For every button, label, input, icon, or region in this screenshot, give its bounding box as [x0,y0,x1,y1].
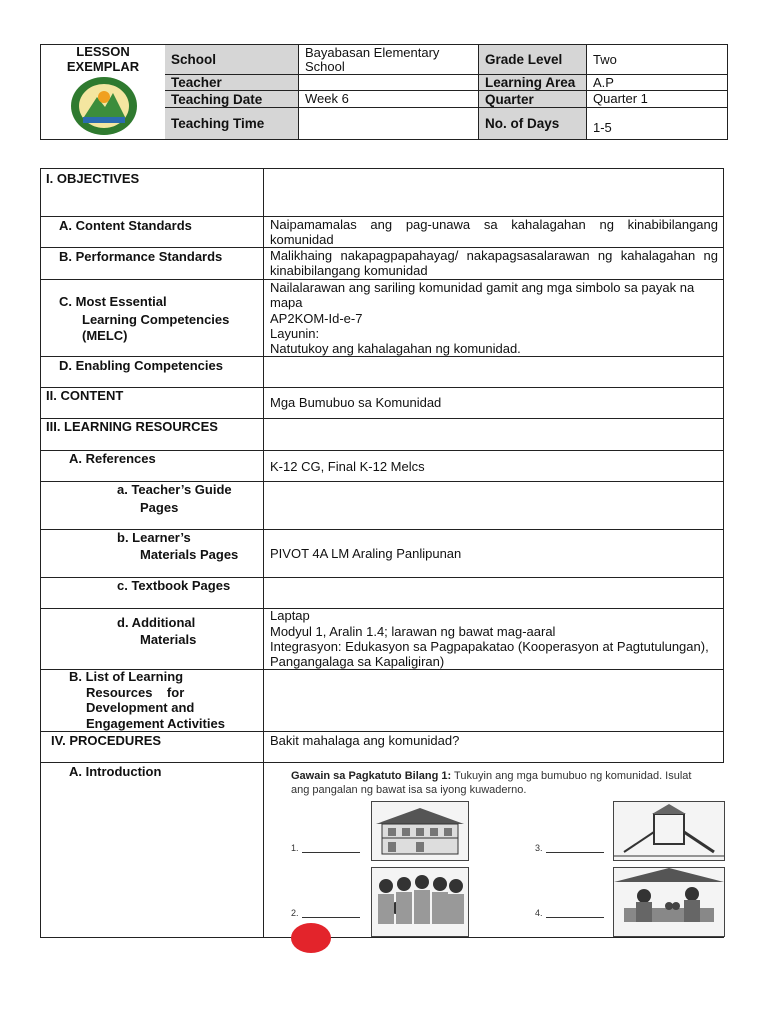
activity-instructions [291,769,711,797]
school-seal-icon [69,75,139,137]
time-value [299,108,479,139]
logo-cell [41,45,166,139]
market-picture [613,867,725,937]
procedures-heading: IV. PROCEDURES [51,733,162,748]
time-label: Teaching Time [165,108,299,139]
list-resources-label-line4: Engagement Activities [86,716,225,731]
activity-instructions-text: Tukuyin ang mga bumubuo ng komunidad. Isulat ang pangalan ng bawat isa sa iyong kuwaderno. [291,770,692,796]
melc-label-line1: C. Most Essential [59,294,167,309]
additional-label-line2: Materials [140,632,197,647]
teacher-label: Teacher [165,75,299,91]
quarter-value: Quarter 1 [587,91,728,108]
answer-number-3: 3. [535,843,543,853]
additional-materials-line1: Laptap [270,608,310,623]
answer-blank-3 [535,843,604,853]
procedures-question: Bakit mahalaga ang komunidad? [270,733,460,748]
learners-materials-label-line1: b. Learner’s [117,530,191,545]
school-value: Bayabasan Elementary School [299,45,479,75]
answer-blank-4 [535,908,604,918]
melc-layunin-label: Layunin: [270,326,320,341]
activity-title: Gawain sa Pagkatuto Bilang 1: [291,770,452,782]
lesson-title-line2: EXEMPLAR [66,59,140,74]
performance-standards-label: B. Performance Standards [59,249,223,264]
school-building-picture [371,801,469,861]
answer-number-2: 2. [291,908,299,918]
textbook-label: c. Textbook Pages [117,578,231,593]
list-resources-label-line1: B. List of Learning [69,669,184,684]
content-heading: II. CONTENT [46,388,124,403]
melc-label-line2: Learning Competencies [82,312,230,327]
activity-worksheet-image [267,763,725,937]
quarter-label: Quarter [479,91,587,108]
content-standards-value: Naipamamalas ang pag-unawa sa kahalagahan ng kinabibilangang komunidad [270,217,718,247]
objectives-heading: I. OBJECTIVES [46,171,140,186]
row-divider [41,387,723,388]
references-label: A. References [69,451,156,466]
list-resources-label-line2: Resources for [86,685,185,700]
area-value: A.P [587,75,728,91]
melc-code: AP2KOM-Id-e-7 [270,311,363,326]
list-resources-label-line3: Development and [86,700,195,715]
answer-blank-2 [291,908,360,918]
area-label: Learning Area [479,75,587,91]
date-label: Teaching Date [165,91,299,108]
lesson-plan-table [40,168,724,938]
answer-blank-1 [291,843,360,853]
learners-materials-label-line2: Materials Pages [140,547,239,562]
playground-picture [613,801,725,861]
additional-label-line1: d. Additional [117,615,196,630]
introduction-label: A. Introduction [69,764,162,779]
red-circle-mark [291,923,331,953]
header-table [40,44,728,140]
teacher-value [299,75,479,91]
column-divider [263,169,264,937]
melc-label-line3: (MELC) [82,328,128,343]
answer-number-4: 4. [535,908,543,918]
answer-number-1: 1. [291,843,299,853]
content-value: Mga Bumubuo sa Komunidad [270,395,442,410]
resources-heading: III. LEARNING RESOURCES [46,419,218,434]
grade-label: Grade Level [479,45,587,75]
additional-materials-line2: Modyul 1, Aralin 1.4; larawan ng bawat mag-aaral [270,624,556,639]
days-value: 1-5 [593,120,612,135]
melc-value-line1: Nailalarawan ang sariling komunidad gamit ang mga simbolo sa payak na mapa [270,280,695,310]
lesson-title-line1: LESSON [76,44,130,59]
date-value: Week 6 [299,91,479,108]
enabling-label: D. Enabling Competencies [59,358,223,373]
school-label: School [165,45,299,75]
grade-value: Two [587,45,728,75]
melc-layunin-value: Natutukoy ang kahalagahan ng komunidad. [270,341,521,356]
learners-materials-value: PIVOT 4A LM Araling Panlipunan [270,546,462,561]
performance-standards-value: Malikhaing nakapagpapahayag/ nakapagsasalarawan ng kahalagahan ng kinabibilangang komunidad [270,248,718,278]
references-value: K-12 CG, Final K-12 Melcs [270,459,425,474]
content-standards-label: A. Content Standards [59,218,192,233]
family-picture [371,867,469,937]
teachers-guide-label-line2: Pages [140,500,179,515]
days-label: No. of Days [479,108,587,139]
additional-materials-line3: Integrasyon: Edukasyon sa Pagpapakatao (Kooperasyon at Pagtutulungan), Pangangalaga sa Kapaligiran) [270,639,709,669]
teachers-guide-label-line1: a. Teacher’s Guide [117,482,232,497]
